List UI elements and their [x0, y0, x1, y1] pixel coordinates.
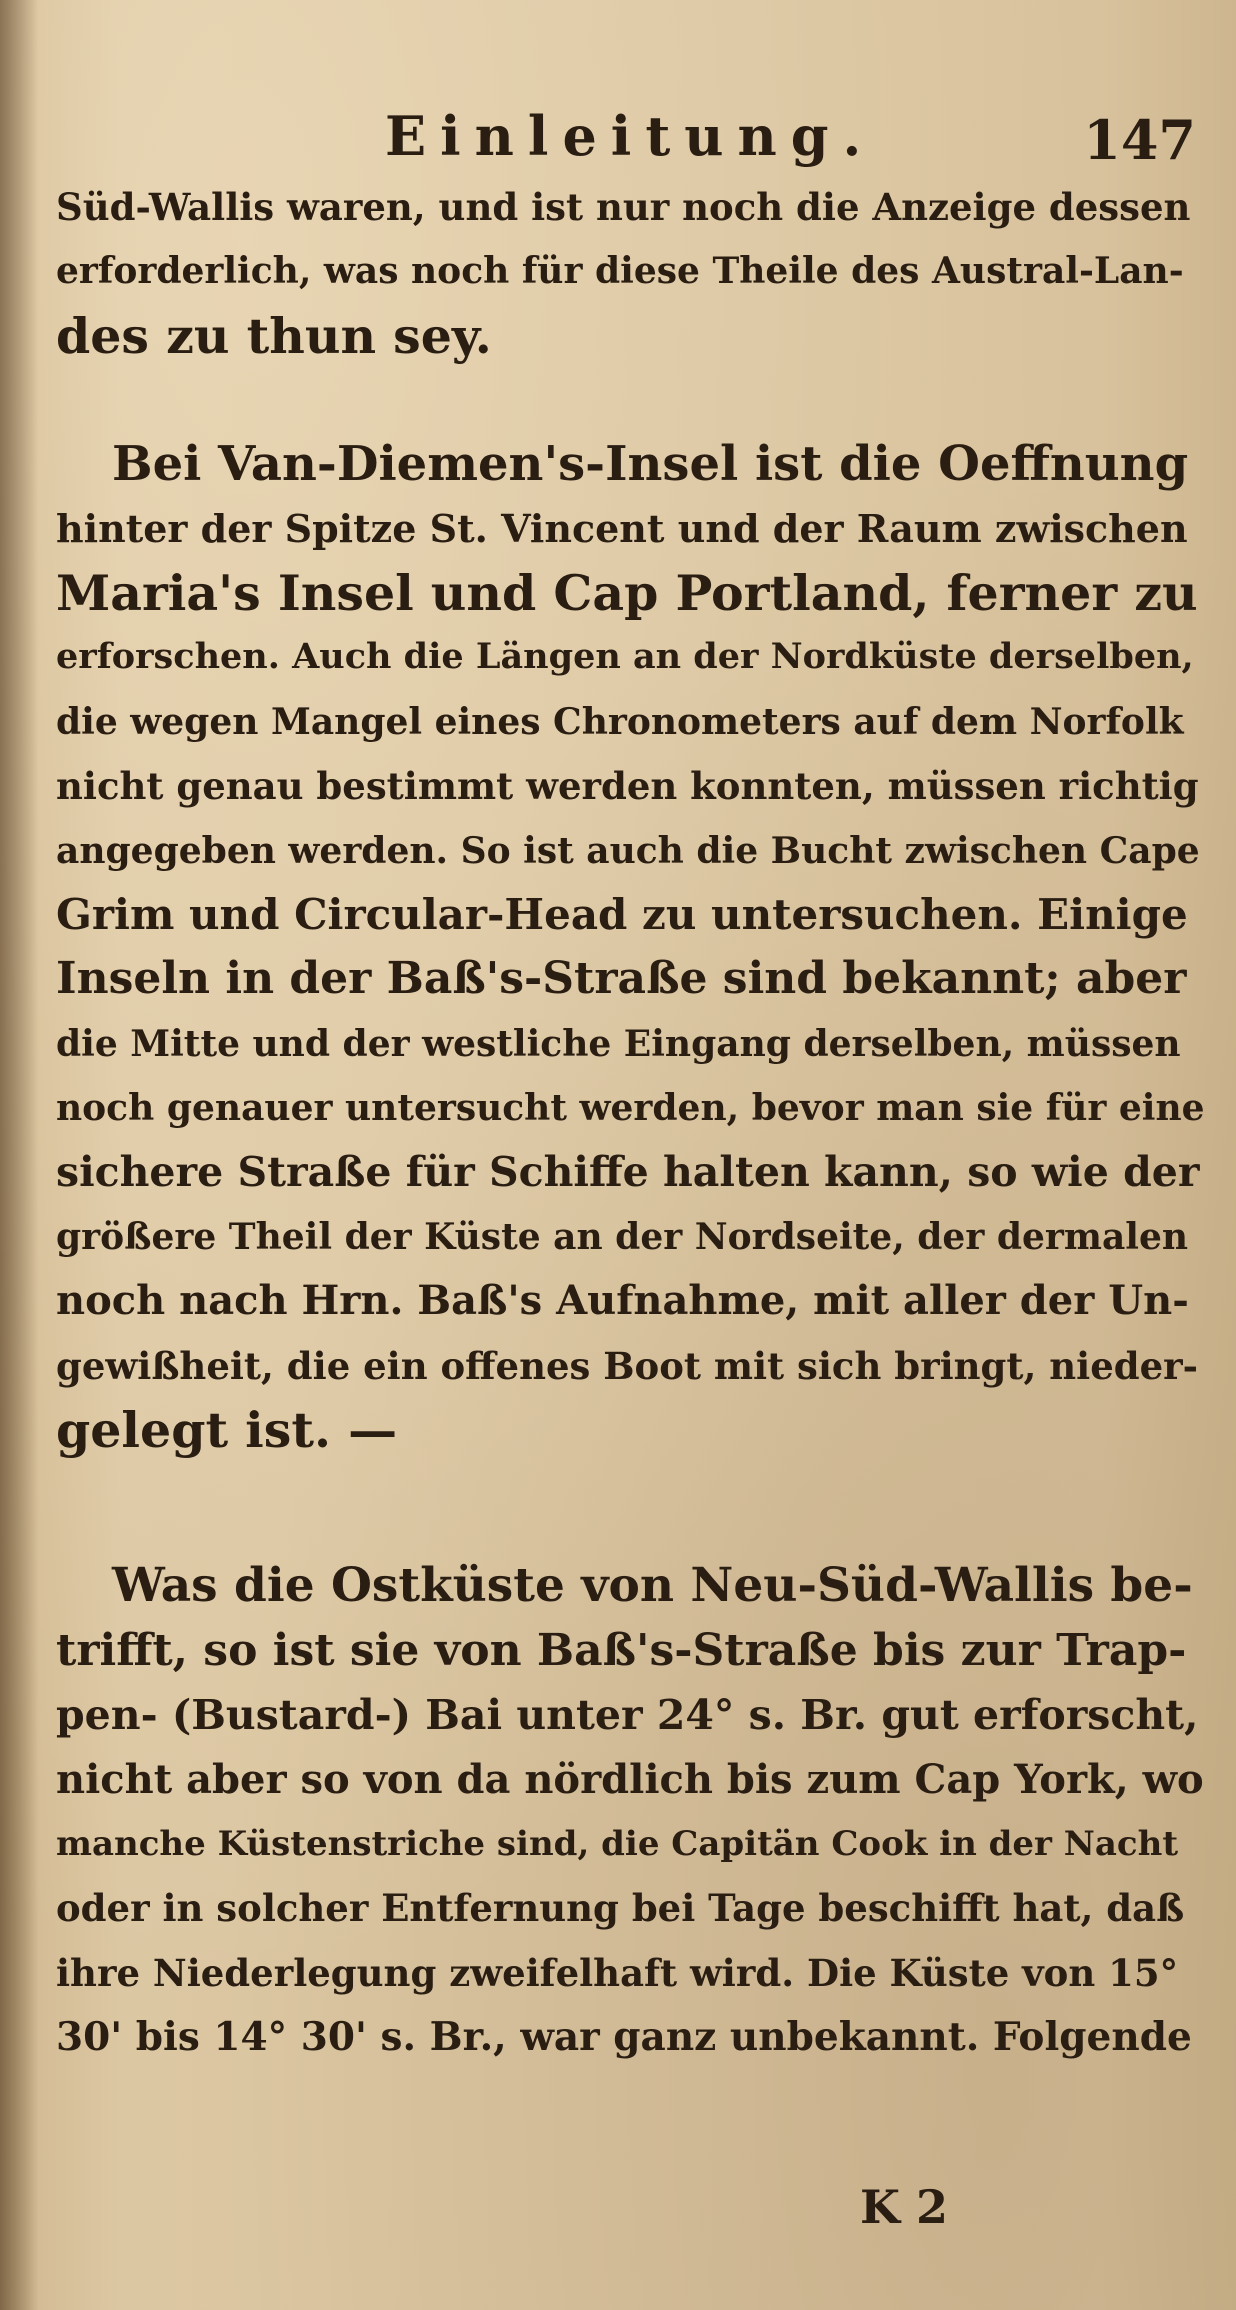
text-line: ihre Niederlegung zweifelhaft wird. Die Küste von 15°: [56, 1950, 1179, 1995]
text-line: Süd-Wallis waren, und ist nur noch die Anzeige dessen: [56, 185, 1191, 229]
text-line: trifft, so ist sie von Baß's-Straße bis zur Trap-: [56, 1624, 1187, 1676]
text-line: 30' bis 14° 30' s. Br., war ganz unbekannt. Folgende: [56, 2014, 1192, 2061]
text-line: größere Theil der Küste an der Nordseite, der dermalen: [56, 1215, 1189, 1258]
running-title: Einleitung.: [385, 104, 876, 168]
paragraph-gap: [56, 368, 1206, 432]
text-line: noch genauer untersucht werden, bevor man sie für eine: [56, 1087, 1205, 1130]
text-line: gelegt ist. —: [56, 1401, 398, 1460]
signature-mark: K 2: [860, 2180, 949, 2234]
text-line: angegeben werden. So ist auch die Bucht zwischen Cape: [56, 829, 1200, 872]
text-line: erforderlich, was noch für diese Theile des Austral-Lan-: [56, 250, 1184, 293]
text-line: die Mitte und der westliche Eingang derselben, müssen: [56, 1022, 1181, 1065]
text-line: nicht genau bestimmt werden konnten, müssen richtig: [56, 764, 1199, 809]
paragraph-gap: [56, 1462, 1206, 1554]
text-line: Bei Van-Diemen's-Insel ist die Oeffnung: [112, 436, 1189, 493]
text-line: erforschen. Auch die Längen an der Nordküste derselben,: [56, 636, 1194, 678]
text-line: die wegen Mangel eines Chronometers auf dem Norfolk: [56, 700, 1184, 743]
text-line: gewißheit, die ein offenes Boot mit sich bringt, nieder-: [56, 1343, 1199, 1388]
text-line: Inseln in der Baß's-Straße sind bekannt; aber: [56, 953, 1187, 1005]
text-line: des zu thun sey.: [56, 306, 492, 365]
text-line: manche Küstenstriche sind, die Capitän Cook in der Nacht: [56, 1823, 1179, 1864]
text-line: nicht aber so von da nördlich bis zum Cap York, wo: [56, 1755, 1204, 1803]
text-line: Was die Ostküste von Neu-Süd-Wallis be-: [112, 1558, 1193, 1614]
text-line: oder in solcher Entfernung bei Tage beschifft hat, daß: [56, 1886, 1185, 1931]
text-line: noch nach Hrn. Baß's Aufnahme, mit aller der Un-: [56, 1277, 1189, 1325]
text-line: Maria's Insel und Cap Portland, ferner zu: [56, 563, 1198, 622]
page-number: 147: [1083, 108, 1196, 172]
book-spine-shadow: [0, 0, 38, 2310]
text-line: sichere Straße für Schiffe halten kann, so wie der: [56, 1148, 1200, 1197]
text-line: Grim und Circular-Head zu untersuchen. Einige: [56, 889, 1188, 939]
page-header: [0, 104, 1236, 174]
text-line: hinter der Spitze St. Vincent und der Raum zwischen: [56, 505, 1188, 551]
page-body: [56, 175, 1206, 2070]
text-line: pen- (Bustard-) Bai unter 24° s. Br. gut erforscht,: [56, 1691, 1199, 1740]
